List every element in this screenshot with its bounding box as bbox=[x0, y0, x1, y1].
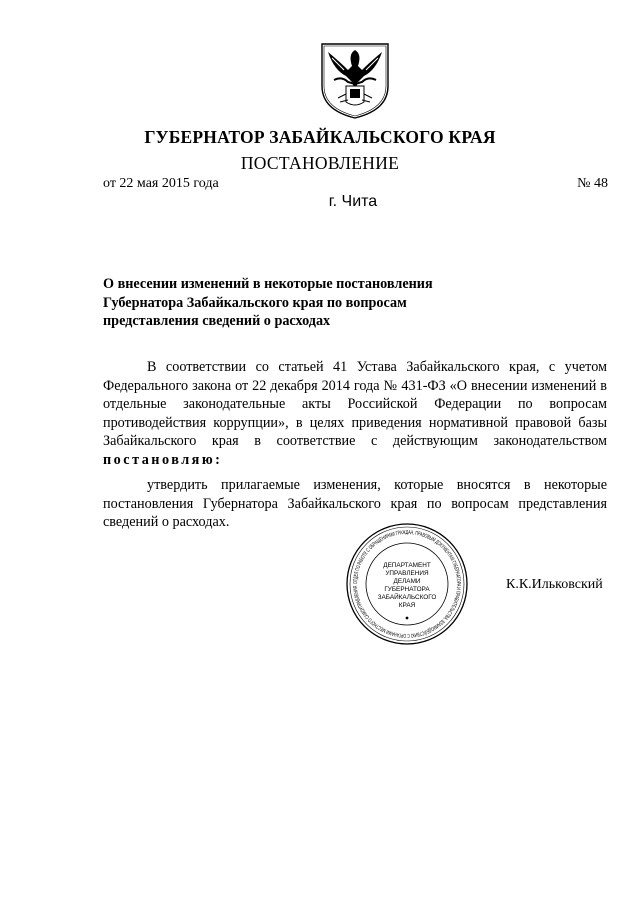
stamp-center-line: ДЕЛАМИ bbox=[393, 578, 421, 585]
stamp-center-line: УПРАВЛЕНИЯ bbox=[385, 570, 429, 577]
document-city: г. Чита bbox=[328, 193, 378, 210]
document-number: № 48 bbox=[577, 176, 608, 191]
decree-word: постановляю: bbox=[103, 451, 223, 468]
preamble-paragraph bbox=[103, 358, 607, 470]
subject-line: представления сведений о расходах bbox=[103, 313, 331, 329]
resolution-paragraph: утвердить прилагаемые изменения, которые вносятся в некоторые постановления Губернатора Забайкальского края по вопросам представления сведений о расходах. bbox=[103, 477, 607, 531]
stamp-center-line: ЗАБАЙКАЛЬСКОГО bbox=[377, 594, 437, 601]
document-type: ПОСТАНОВЛЕНИЕ bbox=[240, 153, 400, 173]
stamp-center-line: ДЕПАРТАМЕНТ bbox=[383, 562, 431, 569]
issuing-authority: ГУБЕРНАТОР ЗАБАЙКАЛЬСКОГО КРАЯ bbox=[144, 127, 496, 147]
subject-line: О внесении изменений в некоторые постановления bbox=[103, 276, 433, 292]
document-subject bbox=[103, 275, 523, 331]
stamp-ring-text: ОТДЕЛ ПО РАБОТЕ С ОБРАЩЕНИЯМИ ГРАЖДАН, ПРАВОВЫМ ДОКУМЕНТАМ ГУБЕРНАТОРА И ПРАВИТЕЛЬСТВА, ВЗАИМОДЕЙСТВИЮ С ОРГАНАМИ МЕСТНОГО САМОУПРАВЛЕНИЯ bbox=[352, 529, 462, 639]
document-date: от 22 мая 2015 года bbox=[103, 176, 219, 191]
preamble-text: В соответствии со статьей 41 Устава Забайкальского края, с учетом Федерального закона от 22 декабря 2014 года № 431-ФЗ «О внесении изменений в отдельные законодательные акты Российской Федерации по вопросам противодействия коррупции», в целях приведения нормативной правовой базы Забайкальского края в соответствие с действующим законодательством bbox=[103, 359, 607, 450]
official-stamp bbox=[344, 521, 470, 647]
stamp-center-line: КРАЯ bbox=[398, 602, 416, 609]
signatory-name: К.К.Ильковский bbox=[506, 577, 603, 592]
subject-line: Губернатора Забайкальского края по вопросам bbox=[103, 294, 407, 311]
stamp-center-line: ГУБЕРНАТОРА bbox=[384, 586, 430, 593]
coat-of-arms-icon bbox=[318, 40, 392, 120]
